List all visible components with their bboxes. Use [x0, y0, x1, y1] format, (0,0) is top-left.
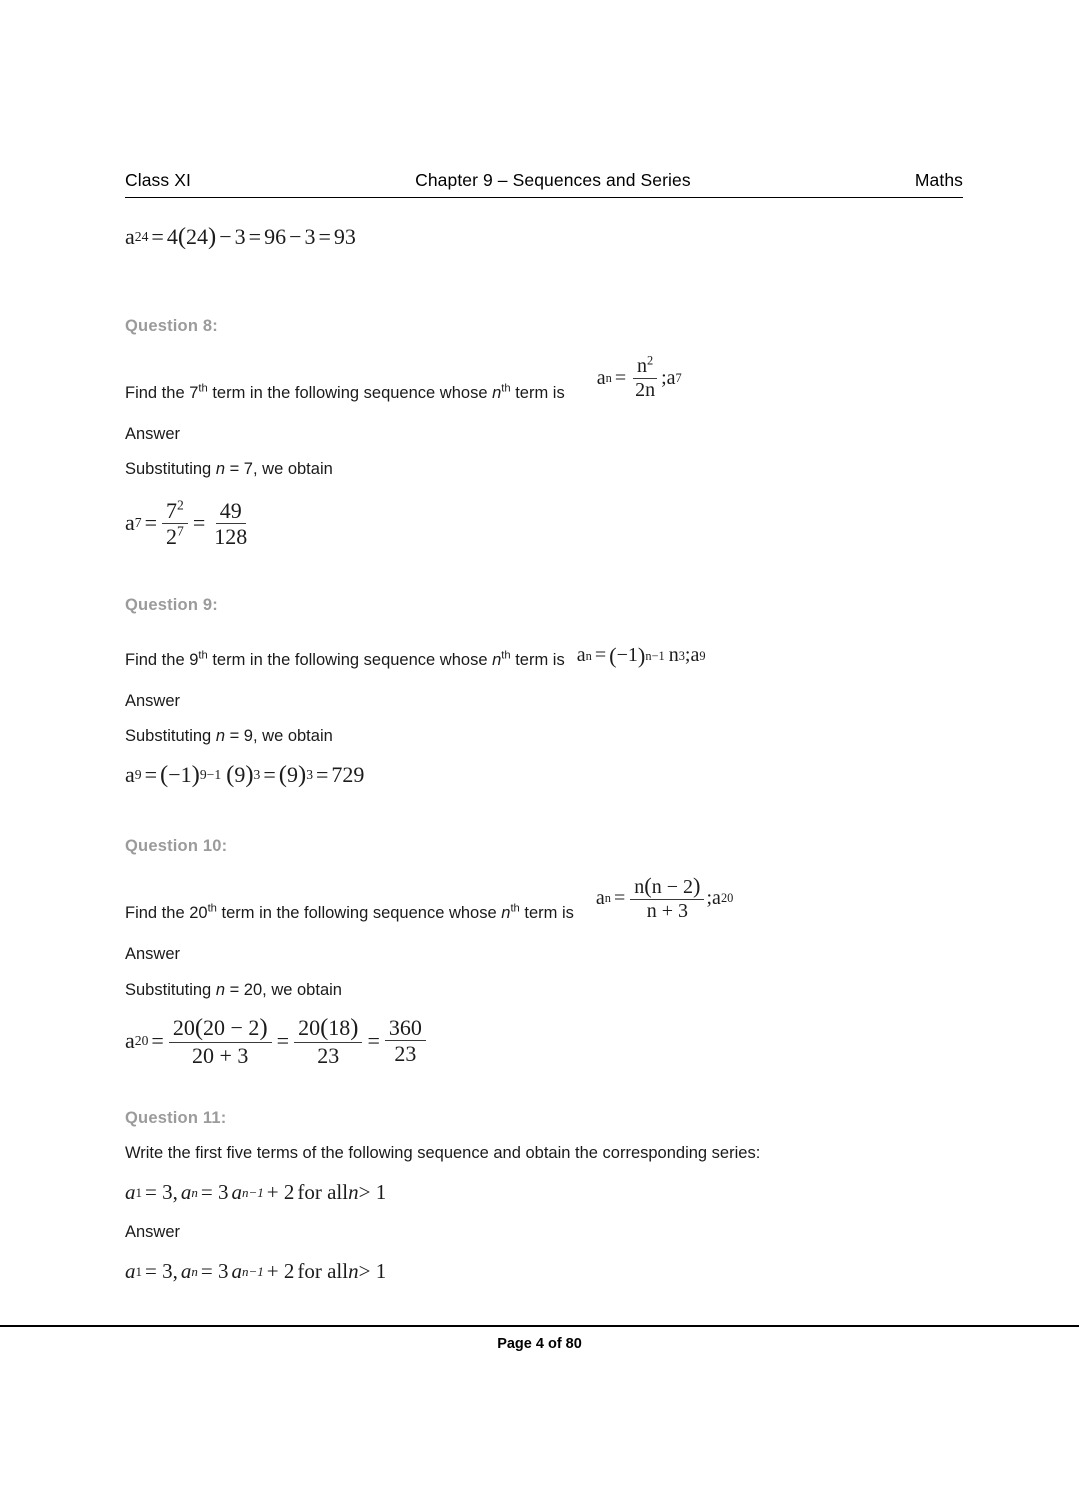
- q8-prompt-var-ordinal: th: [501, 382, 511, 395]
- question-8-heading: Question 8:: [125, 317, 218, 335]
- q9a-minus-one: −1: [168, 762, 192, 788]
- q11-eq-2: = 3: [200, 1180, 229, 1204]
- q8f-numerator: [633, 352, 657, 379]
- q10f-num-n: n: [634, 876, 645, 899]
- q10a-equals-3: =: [367, 1027, 380, 1053]
- question-8-inline-formula: a n = $\frac{n^2}{2n}$ ; a 7: [596, 352, 682, 401]
- q8a-a: a: [125, 510, 135, 536]
- q11-an: a: [180, 1180, 192, 1204]
- q8a-num1-exp: 2: [177, 497, 184, 513]
- q8a-num1-base: 7: [166, 497, 177, 523]
- footer-divider: [0, 1325, 1079, 1327]
- q8f-fraction: [631, 352, 659, 401]
- q9-prompt-ordinal: th: [198, 649, 208, 662]
- q10a-num-2: [294, 1015, 362, 1043]
- q9a-paren-open-2: (: [226, 761, 235, 789]
- q9a-nine-3: 9: [286, 762, 298, 788]
- eq-minus-1: −: [219, 224, 232, 249]
- q9a-equals-2: =: [263, 762, 276, 788]
- header-class-label: Class XI: [125, 170, 191, 190]
- eq-result-93: 93: [333, 224, 356, 249]
- q8a-den-2: 128: [214, 523, 248, 549]
- q9-prompt-var: n: [492, 650, 502, 669]
- q11-a1: a: [125, 1180, 136, 1204]
- q9-prompt-var-ordinal: th: [501, 649, 511, 662]
- question-8-answer-label: Answer: [125, 425, 181, 443]
- eq-equals-3: =: [318, 224, 331, 249]
- q10-prompt-mid: term in the following sequence whose: [216, 904, 502, 923]
- q10a-equals-2: =: [276, 1027, 290, 1053]
- q10-prompt-var: n: [501, 904, 511, 923]
- q10f-denominator: n + 3: [646, 900, 689, 923]
- q10-prompt-var-ordinal: th: [510, 902, 520, 915]
- q8f-a: a: [596, 366, 606, 389]
- question-10-heading: Question 10:: [125, 837, 228, 856]
- question-9-answer-label: Answer: [125, 691, 181, 710]
- q8a-den-1: [162, 524, 188, 548]
- q9a-paren-close-3: ): [297, 761, 307, 789]
- q8f-semicolon: ;: [661, 366, 667, 389]
- q9a-equals-1: =: [144, 762, 157, 788]
- q11a-eq-1: = 3,: [145, 1259, 178, 1284]
- eq-minus-2: −: [289, 224, 302, 249]
- question-10-answer-label: Answer: [125, 945, 181, 964]
- equation-a24: a 24 = 4 ( 24 ) − 3 = 96 − 3 = 93: [125, 223, 356, 250]
- q9a-equals-3: =: [316, 762, 329, 788]
- q8a-den1-base: 2: [166, 523, 177, 549]
- q10-prompt-pre: Find the 20: [125, 904, 208, 923]
- q9-prompt-post: term is: [510, 650, 565, 669]
- question-9-substitution-text: [125, 725, 1025, 747]
- eq-three-2: 3: [304, 224, 316, 249]
- question-11-answer-label: Answer: [125, 1223, 181, 1241]
- q11a-condition: > 1: [358, 1259, 387, 1284]
- q10f-fraction: [630, 874, 704, 922]
- q10-prompt-post: term is: [519, 904, 574, 923]
- question-9-prompt-row: [125, 643, 1025, 677]
- q9-prompt-pre: Find the 9: [125, 650, 199, 669]
- question-10-prompt: [125, 902, 574, 924]
- q9f-paren-close: ): [637, 642, 646, 668]
- q10f-tail-a: a: [712, 886, 721, 909]
- q10a-den-3: 23: [394, 1041, 417, 1067]
- eq-coefficient: 4: [166, 224, 178, 249]
- question-8-prompt: [125, 382, 565, 404]
- q11-plus: + 2: [266, 1180, 295, 1204]
- q9f-semicolon: ;: [684, 644, 691, 667]
- q10f-semicolon: ;: [706, 886, 713, 909]
- q11-eq-1: = 3,: [145, 1180, 178, 1204]
- q9f-minus-one: −1: [616, 644, 638, 667]
- q11-n-var: n: [348, 1180, 359, 1204]
- eq-96: 96: [264, 224, 287, 249]
- q8-prompt-mid: term in the following sequence whose: [207, 383, 493, 402]
- q9a-paren-open-3: (: [278, 761, 287, 789]
- q8a-num-2: 49: [216, 499, 246, 524]
- q8a-fraction-2: [210, 499, 251, 548]
- q10f-num-paren-close: ): [693, 873, 701, 899]
- q8-sub-post: = 7, we obtain: [225, 460, 333, 479]
- question-10-substitution-text: [125, 979, 1025, 1001]
- q10f-num-paren-open: (: [644, 873, 652, 899]
- q9a-a: a: [125, 762, 135, 788]
- q8f-tail-a: a: [666, 366, 676, 389]
- q10-sub-pre: Substituting: [125, 980, 216, 999]
- q11a-a1: a: [125, 1259, 136, 1284]
- q9-prompt-mid: term in the following sequence whose: [207, 650, 493, 669]
- q10a-num1-paren-close: ): [259, 1013, 268, 1041]
- q10a-num2-inner: 18: [328, 1014, 351, 1040]
- question-9-prompt: [125, 649, 565, 671]
- q8a-equals-1: =: [144, 510, 157, 536]
- q10f-a: a: [595, 886, 605, 909]
- q10f-equals: =: [613, 886, 626, 909]
- q9a-nine-2: 9: [234, 762, 246, 788]
- q9f-a: a: [576, 644, 586, 667]
- q10-prompt-ordinal: th: [207, 902, 217, 915]
- q8-prompt-var: n: [492, 383, 502, 402]
- q10a-equals-1: =: [151, 1027, 164, 1053]
- q8-prompt-post: term is: [510, 383, 565, 402]
- q11a-an1: a: [231, 1259, 242, 1284]
- q10-sub-var: n: [215, 980, 225, 999]
- question-10-prompt-row: [125, 873, 1025, 930]
- q10a-fraction-3: [385, 1016, 426, 1065]
- q10a-fraction-2: [294, 1015, 362, 1067]
- q8a-num-1: [162, 499, 188, 524]
- q8-prompt-ordinal: th: [198, 382, 208, 395]
- q10a-num1-inner: 20 − 2: [203, 1014, 260, 1040]
- question-8-prompt-row: [125, 352, 1025, 410]
- question-11-recurrence-equation: a 1 = 3, a n = 3 a n−1 + 2 for all n > 1: [125, 1180, 387, 1204]
- q8-prompt-pre: Find the 7: [125, 383, 199, 402]
- q9a-paren-close-2: ): [245, 761, 254, 789]
- q10f-numerator: [630, 874, 704, 900]
- eq-equals-2: =: [248, 224, 262, 249]
- q10a-a: a: [125, 1027, 135, 1053]
- q8-sub-pre: Substituting: [125, 460, 216, 479]
- q9a-paren-open-1: (: [160, 761, 169, 789]
- q8f-equals: =: [614, 366, 627, 389]
- q11-condition: > 1: [358, 1180, 387, 1204]
- question-11-answer-equation: a 1 = 3, a n = 3 a n−1 + 2 for all n > 1: [125, 1259, 387, 1284]
- q9f-tail-a: a: [690, 644, 700, 667]
- footer-page-number: Page 4 of 80: [497, 1336, 582, 1352]
- q10a-fraction-1: [169, 1015, 272, 1067]
- q10a-num-1: [169, 1015, 272, 1043]
- q10a-num2-lead: 20: [298, 1014, 321, 1040]
- q8a-fraction-1: [162, 499, 188, 548]
- q11a-plus: + 2: [266, 1259, 295, 1284]
- q9f-equals: =: [594, 644, 607, 667]
- q11a-eq-2: = 3: [200, 1259, 229, 1284]
- q11-an1: a: [231, 1180, 242, 1204]
- question-9-inline-formula: a n = ( −1 ) n−1 n 3 ; a 9: [576, 642, 706, 668]
- eq-three-1: 3: [234, 224, 246, 249]
- page-header: [125, 170, 963, 198]
- question-11-prompt: Write the first five terms of the following sequence and obtain the corresponding series:: [125, 1143, 761, 1162]
- q9a-result: 729: [331, 762, 365, 788]
- q11a-forall-text: for all: [297, 1259, 349, 1284]
- q11-forall-text: for all: [297, 1180, 349, 1204]
- header-chapter-title: Chapter 9 – Sequences and Series: [415, 170, 691, 190]
- q8f-num-base: n: [636, 354, 647, 377]
- question-8-answer-equation: a 7 = $\frac{7^2}{2^7}$ = $\frac{49}{128}$: [125, 499, 253, 548]
- q8f-denominator: 2n: [635, 378, 656, 401]
- q9f-n: n: [668, 644, 679, 667]
- eq-paren-open: (: [177, 223, 187, 250]
- q9-sub-var: n: [215, 726, 225, 745]
- q10a-num-3: 360: [385, 1016, 426, 1041]
- q10a-den-1: 20 + 3: [192, 1042, 249, 1068]
- question-11-heading: Question 11:: [125, 1108, 227, 1127]
- q10a-num2-paren-open: (: [320, 1013, 329, 1041]
- q9-sub-pre: Substituting: [125, 726, 216, 745]
- eq-inner-24: 24: [186, 224, 209, 249]
- question-9-heading: Question 9:: [125, 595, 218, 614]
- q8-sub-var: n: [215, 460, 225, 479]
- q11a-an: a: [180, 1259, 192, 1284]
- document-body: [125, 205, 1025, 1284]
- q8a-den1-exp: 7: [177, 523, 184, 539]
- eq-lhs: a: [125, 224, 135, 249]
- q9-sub-post: = 9, we obtain: [225, 726, 333, 745]
- eq-paren-close: ): [208, 223, 217, 250]
- question-8-substitution-text: [125, 458, 1025, 480]
- q11a-n-var: n: [348, 1259, 359, 1284]
- q9a-paren-close-1: ): [191, 761, 200, 789]
- question-10-inline-formula: a n = $\frac{n(n - 2)}{n + 3}$ ; a 20: [595, 873, 734, 923]
- q8a-equals-2: =: [192, 510, 206, 536]
- q10a-num1-paren-open: (: [194, 1013, 204, 1041]
- q8f-num-exp: 2: [646, 352, 654, 367]
- header-subject-label: Maths: [914, 170, 963, 190]
- q10f-num-inner: n − 2: [651, 876, 694, 899]
- q10a-num1-lead: 20: [172, 1014, 195, 1040]
- q10-sub-post: = 20, we obtain: [225, 980, 342, 999]
- question-10-answer-equation: a 20 = $\frac{20(20 - 2)}{20 + 3}$ = $\frac{20(18)}{23}$ = $\frac{360}{23}$: [125, 1015, 428, 1067]
- q9f-paren-open: (: [609, 642, 617, 668]
- q10a-num2-paren-close: ): [350, 1013, 359, 1041]
- question-9-answer-equation: a 9 = ( −1 ) 9−1 ( 9 ) 3 = ( 9 ) 3 = 729: [125, 761, 365, 789]
- q10a-den-2: 23: [317, 1042, 340, 1068]
- eq-equals-1: =: [151, 224, 164, 249]
